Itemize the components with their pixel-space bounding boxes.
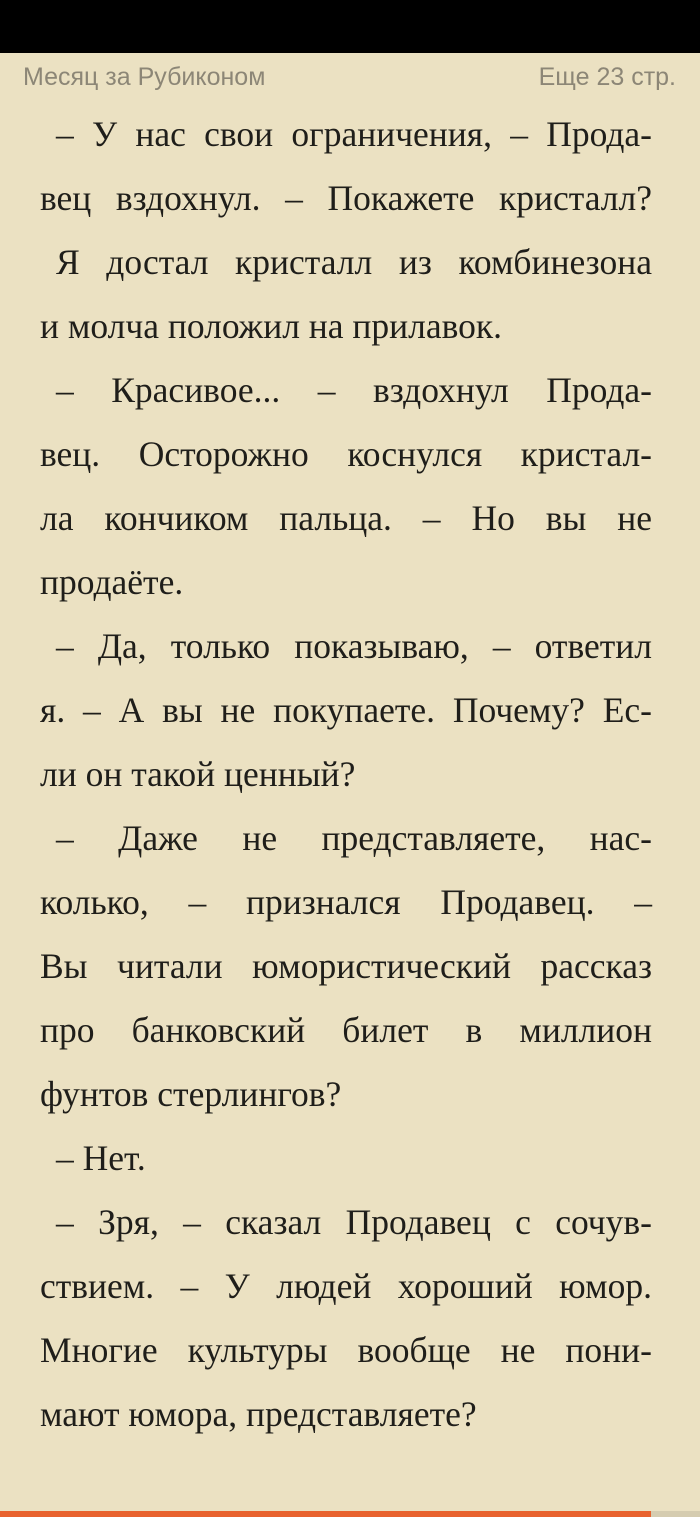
text-line: фунтов стерлингов?: [40, 1074, 342, 1114]
text-line: Многие культуры вообще не пони-: [40, 1330, 652, 1370]
text-line: – Зря, – сказал Продавец с сочув-: [56, 1202, 652, 1242]
text-line: – Да, только показываю, – ответил: [56, 626, 652, 666]
text-line: – Красивое... – вздохнул Прода-: [56, 370, 652, 410]
text-line: и молча положил на прилавок.: [40, 306, 503, 346]
text-line: – У нас свои ограничения, – Прода-: [56, 114, 652, 154]
text-line: – Даже не представляете, нас-: [56, 818, 652, 858]
text-line: вец вздохнул. – Покажете кристалл?: [40, 178, 652, 218]
pages-left-indicator: Еще 23 стр.: [538, 63, 676, 91]
book-title: Месяц за Рубиконом: [23, 63, 266, 91]
text-line: Вы читали юмористический рассказ: [40, 946, 652, 986]
text-line: ла кончиком пальца. – Но вы не: [40, 498, 652, 538]
reader-header: [0, 53, 700, 103]
text-line: ли он такой ценный?: [40, 754, 356, 794]
text-line: я. – А вы не покупаете. Почему? Ес-: [40, 690, 652, 730]
text-line: продаёте.: [40, 562, 184, 602]
text-line: Я достал кристалл из комбинезона: [56, 242, 652, 282]
status-bar: [0, 0, 700, 53]
text-line: мают юмора, представляете?: [40, 1394, 477, 1434]
text-line: вец. Осторожно коснулся кристал-: [40, 434, 652, 474]
text-line: колько, – признался Продавец. –: [40, 882, 652, 922]
text-line: – Нет.: [56, 1138, 146, 1178]
text-line: ствием. – У людей хороший юмор.: [40, 1266, 652, 1306]
reading-progress-fill: [0, 1511, 651, 1517]
reading-progress-bar: [0, 1511, 700, 1517]
page-text[interactable]: [40, 102, 652, 1446]
text-line: про банковский билет в миллион: [40, 1010, 652, 1050]
